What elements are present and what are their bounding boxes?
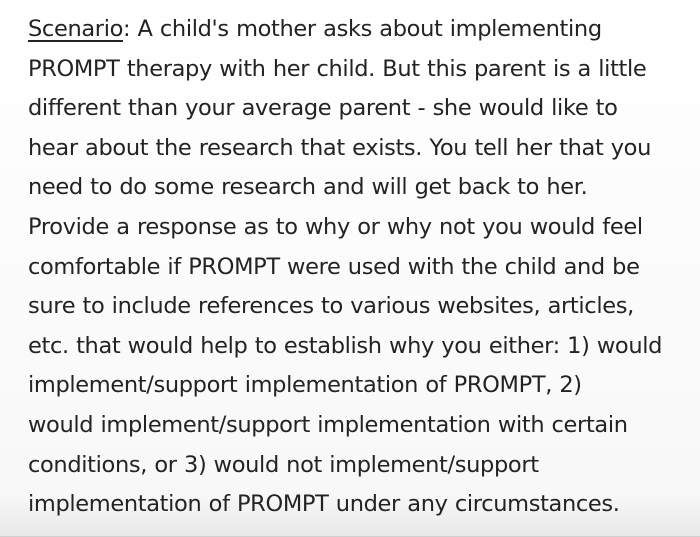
scenario-line-3: different than your average parent - she would like to [28, 95, 618, 122]
scenario-label: Scenario [28, 16, 124, 42]
scenario-text [28, 10, 688, 525]
scenario-line-8: sure to include references to various websites, articles, [28, 293, 634, 320]
scenario-line-12: conditions, or 3) would not implement/support [28, 451, 539, 478]
scenario-line-10: implement/support implementation of PROMPT, 2) [28, 372, 582, 399]
scenario-line-13: implementation of PROMPT under any circumstances. [28, 491, 620, 518]
scenario-line-1 [28, 10, 688, 50]
scenario-line-11: would implement/support implementation with certain [28, 411, 628, 438]
scenario-line-1-text: : A child's mother asks about implementing [123, 16, 602, 42]
scenario-line-7: comfortable if PROMPT were used with the child and be [28, 253, 640, 280]
scenario-line-9: etc. that would help to establish why you either: 1) would [28, 332, 663, 359]
scenario-line-5: need to do some research and will get back to her. [28, 174, 588, 201]
scenario-line-4: hear about the research that exists. You tell her that you [28, 134, 652, 161]
scenario-line-2: PROMPT therapy with her child. But this parent is a little [28, 55, 647, 82]
scenario-line-6: Provide a response as to why or why not you would feel [28, 213, 643, 240]
